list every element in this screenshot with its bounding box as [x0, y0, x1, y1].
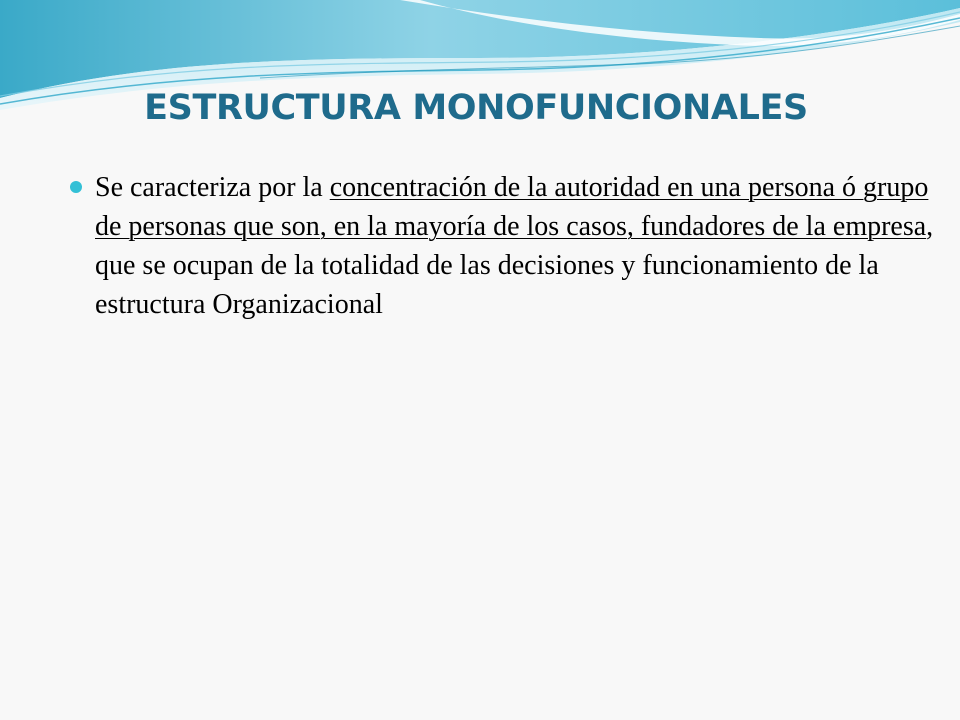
bullet-item	[68, 168, 952, 324]
bullet-text-end: , que se ocupan de la totalidad de las decisiones y funcionamiento de la estructura Organizacional	[95, 211, 934, 320]
bullet-text-start: Se caracteriza por la	[95, 172, 330, 203]
slide-title: ESTRUCTURA MONOFUNCIONALES	[144, 88, 808, 128]
bullet-text-underlined: concentración de la autoridad en una persona ó grupo de personas que son, en la mayoría de los casos, fundadores de la empresa	[95, 172, 929, 242]
bullet-dot-icon	[70, 181, 82, 193]
slide-body	[68, 168, 952, 324]
